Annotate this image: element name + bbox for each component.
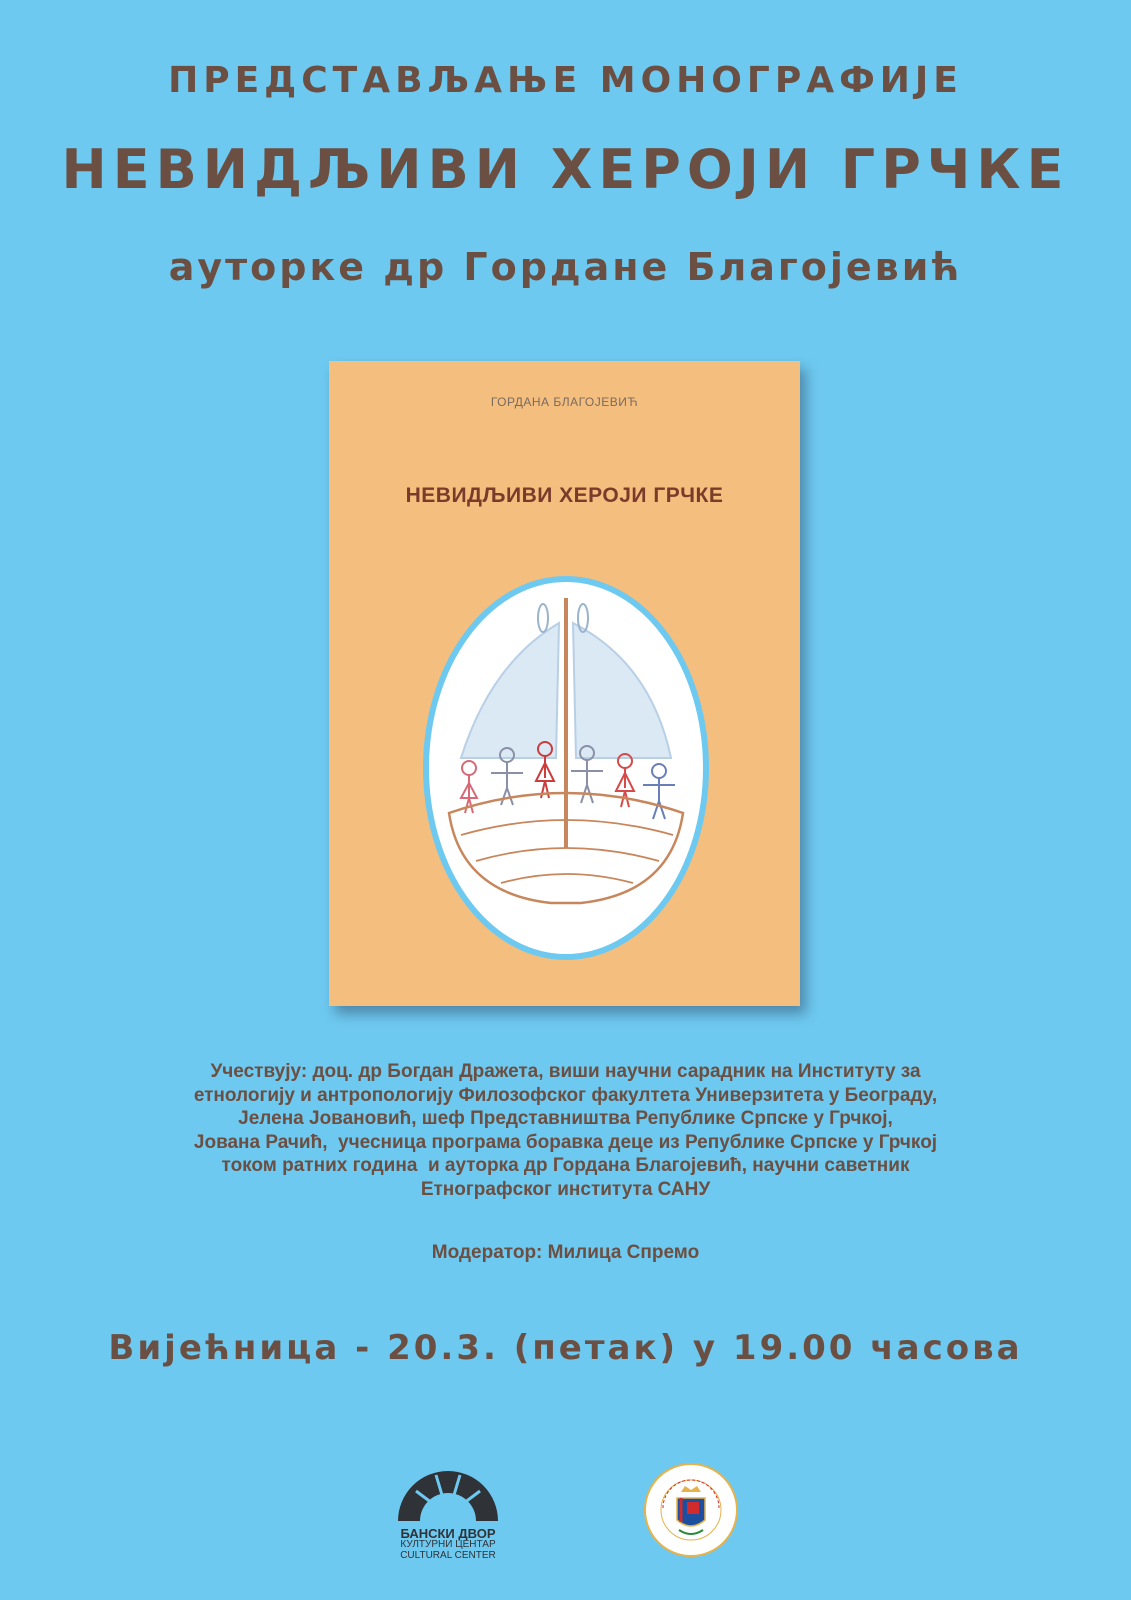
banski-dvor-name: БАНСКИ ДВОР — [400, 1526, 496, 1541]
republika-srpska-seal-icon — [643, 1462, 739, 1558]
kicker-heading: ПРЕДСТАВЉАЊЕ МОНОГРАФИЈЕ — [168, 60, 963, 101]
moderator-text: Модератор: Милица Спремо — [431, 1242, 700, 1263]
banski-dvor-subtitle-en: CULTURAL CENTER — [400, 1550, 496, 1561]
banski-dvor-logo — [396, 1455, 500, 1561]
participants-line: Јелена Јовановић, шеф Представништва Републике Српске у Грчкој, — [238, 1108, 893, 1129]
participants-line: Етнографског института САНУ — [420, 1178, 711, 1200]
participants-line: етнологију и антропологију Филозофског факултета Универзитета у Београду, — [193, 1084, 938, 1106]
participants-line: Јована Рачић, учесница програма боравка деце из Републике Српске у Грчкој — [193, 1131, 938, 1153]
book-author: ГОРДАНА БЛАГОЈЕВИЋ — [490, 395, 639, 409]
participants-line: Учествују: доц. др Богдан Дражета, виши научни сарадник на Институту за — [210, 1061, 921, 1082]
arches-logo-icon — [396, 1455, 500, 1521]
boat-illustration — [421, 573, 711, 963]
participants-text — [0, 1060, 1131, 1201]
participants-line: током ратних година и ауторка др Гордана Благојевић, научни саветник — [221, 1155, 910, 1176]
book-cover — [329, 361, 800, 1006]
author-line: ауторке др Гордане Благојевић — [168, 245, 963, 289]
page-title: НЕВИДЉИВИ ХЕРОЈИ ГРЧКЕ — [61, 138, 1070, 201]
book-title: НЕВИДЉИВИ ХЕРОЈИ ГРЧКЕ — [405, 484, 724, 507]
banski-dvor-subtitle: КУЛТУРНИ ЦЕНТАР — [400, 1539, 496, 1550]
event-details: Вијећница - 20.3. (петак) у 19.00 часова — [108, 1328, 1023, 1368]
